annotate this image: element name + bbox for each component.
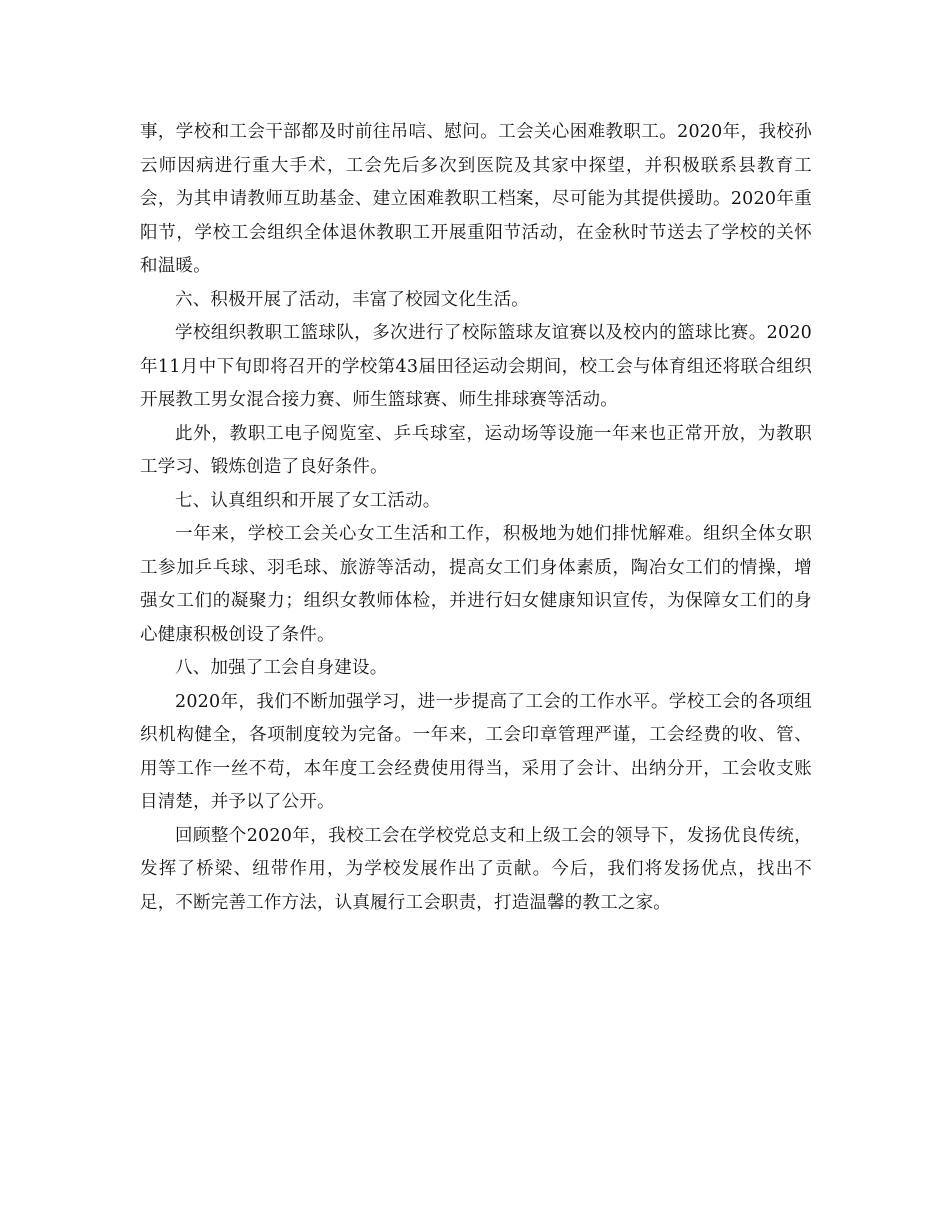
paragraph-basketball: 学校组织教职工篮球队，多次进行了校际篮球友谊赛以及校内的篮球比赛。2020年11月中下旬即将召开的学校第43届田径运动会期间，校工会与体育组还将联合组织开展教工男女混合接力赛、师生篮球赛、师生排球赛等活动。 — [140, 323, 812, 410]
paragraph-visits-and-assistance: 事，学校和工会干部都及时前往吊唁、慰问。工会关心困难教职工。2020年，我校孙云师因病进行重大手术，工会先后多次到医院及其家中探望，并积极联系县教育工会，为其申请教师互助基金、建立困难教职工档案，尽可能为其提供援助。2020年重阳节，学校工会组织全体退休教职工开展重阳节活动，在金秋时节送去了学校的关怀和温暖。 — [140, 122, 812, 276]
document-body — [140, 116, 812, 920]
section-heading-six: 六、积极开展了活动，丰富了校园文化生活。 — [175, 289, 529, 310]
section-heading-eight: 八、加强了工会自身建设。 — [175, 658, 388, 678]
section-heading-seven: 七、认真组织和开展了女工活动。 — [175, 490, 441, 511]
paragraph-self-building: 2020年，我们不断加强学习，进一步提高了工会的工作水平。学校工会的各项组织机构健全，各项制度较为完备。一年来，工会印章管理严谨，工会经费的收、管、用等工作一丝不苟，本年度工会经费使用得当，采用了会计、出纳分开，工会收支账目清楚，并予以了公开。 — [140, 691, 812, 812]
paragraph-female-staff: 一年来，学校工会关心女工生活和工作，积极地为她们排忧解难。组织全体女职工参加乒乓球、羽毛球、旅游等活动，提高女工们身体素质，陶冶女工们的情操，增强女工们的凝聚力；组织女教师体检，并进行妇女健康知识宣传，为保障女工们的身心健康积极创设了条件。 — [140, 524, 812, 645]
paragraph-conclusion: 回顾整个2020年，我校工会在学校党总支和上级工会的领导下，发扬优良传统，发挥了桥梁、纽带作用，为学校发展作出了贡献。今后，我们将发扬优点，找出不足，不断完善工作方法，认真履行工会职责，打造温馨的教工之家。 — [140, 825, 812, 913]
paragraph-facilities: 此外，教职工电子阅览室、乒乓球室，运动场等设施一年来也正常开放，为教职工学习、锻炼创造了良好条件。 — [140, 423, 812, 477]
